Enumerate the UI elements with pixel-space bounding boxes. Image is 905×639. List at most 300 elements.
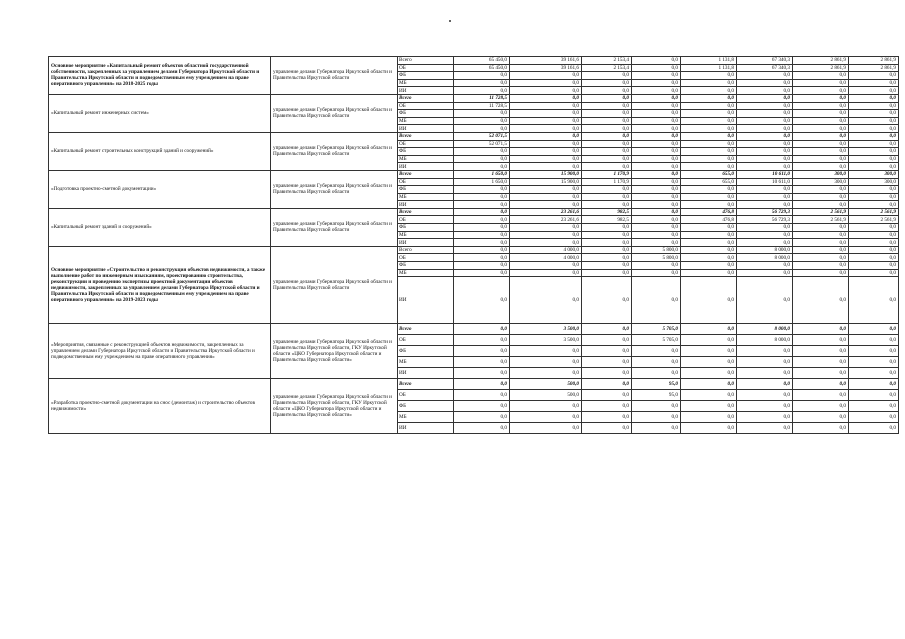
value-cell: 0,0 <box>793 125 849 133</box>
value-cell: 0,0 <box>849 132 899 140</box>
value-cell: 0,0 <box>582 412 632 423</box>
value-cell: 0,0 <box>849 201 899 209</box>
value-cell: 0,0 <box>582 94 632 102</box>
funding-source-cell: МБ <box>398 155 454 163</box>
value-cell: 0,0 <box>681 346 737 357</box>
value-cell: 0,0 <box>454 390 510 401</box>
value-cell: 0,0 <box>793 155 849 163</box>
value-cell: 0,0 <box>737 79 793 87</box>
value-cell: 0,0 <box>510 269 582 277</box>
value-cell: 0,0 <box>737 224 793 232</box>
value-cell: 0,0 <box>849 224 899 232</box>
value-cell: 0,0 <box>793 379 849 390</box>
value-cell: 300,0 <box>849 170 899 178</box>
value-cell: 0,0 <box>849 148 899 156</box>
funding-source-cell: Всего <box>398 208 454 216</box>
value-cell: 0,0 <box>849 390 899 401</box>
value-cell: 476,8 <box>681 208 737 216</box>
value-cell: 39 161,6 <box>510 64 582 72</box>
value-cell: 0,0 <box>681 102 737 110</box>
value-cell: 0,0 <box>454 335 510 346</box>
funding-source-cell: ИИ <box>398 163 454 171</box>
value-cell: 2 561,9 <box>849 208 899 216</box>
executor-cell: управление делами Губернатора Иркутской области и Правительства Иркутской области <box>271 132 398 170</box>
value-cell: 0,0 <box>582 335 632 346</box>
value-cell: 52 071,5 <box>454 140 510 148</box>
value-cell: 0,0 <box>632 94 681 102</box>
value-cell: 0,0 <box>454 148 510 156</box>
value-cell: 0,0 <box>632 57 681 65</box>
value-cell: 0,0 <box>849 155 899 163</box>
value-cell: 11 728,5 <box>454 102 510 110</box>
value-cell: 0,0 <box>454 239 510 247</box>
value-cell: 3 500,0 <box>510 335 582 346</box>
funding-source-cell: ОБ <box>398 64 454 72</box>
value-cell: 0,0 <box>681 155 737 163</box>
value-cell: 0,0 <box>632 110 681 118</box>
value-cell: 0,0 <box>582 239 632 247</box>
funding-source-cell: ИИ <box>398 125 454 133</box>
value-cell: 0,0 <box>454 379 510 390</box>
value-cell: 0,0 <box>793 87 849 95</box>
value-cell: 2 561,9 <box>793 208 849 216</box>
table-row <box>49 208 899 216</box>
value-cell: 0,0 <box>632 163 681 171</box>
value-cell: 0,0 <box>510 186 582 194</box>
value-cell: 0,0 <box>793 277 849 324</box>
funding-source-cell: МБ <box>398 357 454 368</box>
value-cell: 0,0 <box>582 277 632 324</box>
value-cell: 0,0 <box>849 163 899 171</box>
value-cell: 1 131,8 <box>681 64 737 72</box>
value-cell: 0,0 <box>793 193 849 201</box>
value-cell: 982,5 <box>582 216 632 224</box>
value-cell: 23 261,6 <box>510 216 582 224</box>
value-cell: 5 800,0 <box>632 254 681 262</box>
value-cell: 0,0 <box>454 201 510 209</box>
value-cell: 0,0 <box>737 201 793 209</box>
funding-source-cell: МБ <box>398 231 454 239</box>
table-row <box>49 379 899 390</box>
value-cell: 0,0 <box>849 246 899 254</box>
value-cell: 0,0 <box>582 110 632 118</box>
value-cell: 0,0 <box>582 193 632 201</box>
value-cell: 0,0 <box>849 379 899 390</box>
table-row <box>49 324 899 335</box>
value-cell: 67 340,3 <box>737 64 793 72</box>
value-cell: 0,0 <box>454 254 510 262</box>
funding-source-cell: ОБ <box>398 390 454 401</box>
value-cell: 0,0 <box>793 368 849 379</box>
value-cell: 0,0 <box>793 186 849 194</box>
value-cell: 0,0 <box>737 117 793 125</box>
value-cell: 0,0 <box>681 368 737 379</box>
value-cell: 0,0 <box>582 423 632 434</box>
value-cell: 0,0 <box>681 246 737 254</box>
value-cell: 0,0 <box>632 79 681 87</box>
table-body <box>49 57 899 434</box>
value-cell: 10 611,0 <box>737 178 793 186</box>
value-cell: 0,0 <box>793 72 849 80</box>
value-cell: 2 153,4 <box>582 64 632 72</box>
value-cell: 0,0 <box>632 132 681 140</box>
value-cell: 0,0 <box>632 102 681 110</box>
value-cell: 8 000,0 <box>737 246 793 254</box>
value-cell: 0,0 <box>454 412 510 423</box>
value-cell: 0,0 <box>582 148 632 156</box>
funding-source-cell: ОБ <box>398 140 454 148</box>
value-cell: 0,0 <box>849 110 899 118</box>
value-cell: 0,0 <box>793 357 849 368</box>
funding-source-cell: ИИ <box>398 277 454 324</box>
value-cell: 0,0 <box>510 79 582 87</box>
value-cell: 0,0 <box>454 193 510 201</box>
value-cell: 0,0 <box>849 423 899 434</box>
value-cell: 0,0 <box>849 231 899 239</box>
value-cell: 0,0 <box>793 401 849 412</box>
value-cell: 0,0 <box>582 269 632 277</box>
value-cell: 0,0 <box>681 163 737 171</box>
value-cell: 0,0 <box>510 94 582 102</box>
value-cell: 0,0 <box>632 239 681 247</box>
value-cell: 500,0 <box>510 390 582 401</box>
value-cell: 0,0 <box>510 117 582 125</box>
value-cell: 0,0 <box>632 412 681 423</box>
value-cell: 0,0 <box>737 110 793 118</box>
value-cell: 0,0 <box>632 201 681 209</box>
value-cell: 0,0 <box>737 132 793 140</box>
value-cell: 3 500,0 <box>510 324 582 335</box>
value-cell: 0,0 <box>793 148 849 156</box>
value-cell: 0,0 <box>454 224 510 232</box>
value-cell: 0,0 <box>510 262 582 270</box>
value-cell: 0,0 <box>454 110 510 118</box>
value-cell: 0,0 <box>793 390 849 401</box>
value-cell: 1 170,9 <box>582 170 632 178</box>
value-cell: 0,0 <box>510 193 582 201</box>
value-cell: 0,0 <box>681 231 737 239</box>
value-cell: 0,0 <box>849 186 899 194</box>
value-cell: 0,0 <box>793 335 849 346</box>
value-cell: 0,0 <box>681 379 737 390</box>
value-cell: 0,0 <box>849 412 899 423</box>
value-cell: 0,0 <box>681 140 737 148</box>
value-cell: 0,0 <box>510 125 582 133</box>
value-cell: 0,0 <box>793 239 849 247</box>
funding-source-cell: МБ <box>398 117 454 125</box>
value-cell: 0,0 <box>632 155 681 163</box>
funding-source-cell: ИИ <box>398 239 454 247</box>
value-cell: 0,0 <box>849 87 899 95</box>
value-cell: 1 650,0 <box>454 170 510 178</box>
value-cell: 0,0 <box>510 368 582 379</box>
funding-source-cell: Всего <box>398 94 454 102</box>
value-cell: 0,0 <box>737 148 793 156</box>
value-cell: 0,0 <box>510 155 582 163</box>
value-cell: 0,0 <box>454 346 510 357</box>
value-cell: 0,0 <box>681 412 737 423</box>
funding-source-cell: ИИ <box>398 87 454 95</box>
value-cell: 39 161,6 <box>510 57 582 65</box>
value-cell: 0,0 <box>632 368 681 379</box>
funding-source-cell: ИИ <box>398 368 454 379</box>
value-cell: 0,0 <box>737 186 793 194</box>
value-cell: 0,0 <box>510 231 582 239</box>
value-cell: 0,0 <box>737 155 793 163</box>
funding-source-cell: Всего <box>398 132 454 140</box>
table-row <box>49 246 899 254</box>
value-cell: 0,0 <box>582 262 632 270</box>
value-cell: 0,0 <box>632 193 681 201</box>
value-cell: 0,0 <box>737 269 793 277</box>
value-cell: 0,0 <box>582 201 632 209</box>
value-cell: 23 261,6 <box>510 208 582 216</box>
value-cell: 0,0 <box>454 87 510 95</box>
value-cell: 0,0 <box>849 357 899 368</box>
funding-source-cell: Всего <box>398 57 454 65</box>
funding-source-cell: ИИ <box>398 201 454 209</box>
value-cell: 0,0 <box>793 224 849 232</box>
funding-source-cell: ФБ <box>398 224 454 232</box>
value-cell: 15 900,0 <box>510 178 582 186</box>
executor-cell: управление делами Губернатора Иркутской области и Правительства Иркутской области, ГКУ Иркутской области «ЦКО Губернатора Иркутской области и Правительства Иркутской области» <box>271 379 398 434</box>
value-cell: 0,0 <box>454 368 510 379</box>
value-cell: 0,0 <box>737 423 793 434</box>
value-cell: 0,0 <box>681 277 737 324</box>
funding-source-cell: МБ <box>398 193 454 201</box>
value-cell: 0,0 <box>510 423 582 434</box>
value-cell: 0,0 <box>737 401 793 412</box>
value-cell: 500,0 <box>510 379 582 390</box>
value-cell: 0,0 <box>849 269 899 277</box>
value-cell: 8 000,0 <box>737 335 793 346</box>
executor-cell: управление делами Губернатора Иркутской области и Правительства Иркутской области, ГКУ Иркутской области «ЦКО Губернатора Иркутской области и Правительства Иркутской области» <box>271 324 398 379</box>
value-cell: 0,0 <box>681 94 737 102</box>
value-cell: 0,0 <box>849 335 899 346</box>
value-cell: 0,0 <box>681 132 737 140</box>
value-cell: 0,0 <box>632 231 681 239</box>
value-cell: 0,0 <box>582 346 632 357</box>
value-cell: 2 561,9 <box>793 216 849 224</box>
value-cell: 0,0 <box>510 401 582 412</box>
value-cell: 0,0 <box>582 125 632 133</box>
value-cell: 0,0 <box>793 117 849 125</box>
value-cell: 0,0 <box>632 140 681 148</box>
value-cell: 0,0 <box>454 186 510 194</box>
value-cell: 0,0 <box>582 87 632 95</box>
funding-source-cell: МБ <box>398 412 454 423</box>
financing-table <box>48 56 899 434</box>
value-cell: 0,0 <box>510 87 582 95</box>
value-cell: 0,0 <box>793 132 849 140</box>
value-cell: 0,0 <box>793 201 849 209</box>
value-cell: 0,0 <box>849 262 899 270</box>
value-cell: 5 705,0 <box>632 335 681 346</box>
measure-name: Основное мероприятие «Строительство и реконструкция объектов недвижимости, а также выполнение работ по инженерным изысканиям, проектированию строительства, реконструкции и проведению экспертизы проектной документации объектов недвижимости, закрепленных за управлением делами Губернатора Иркутской области и Правительства Иркутской области и подведомственным ему учреждением на праве оперативного управления» на 2019-2023 годы <box>49 246 271 323</box>
value-cell: 0,0 <box>582 246 632 254</box>
value-cell: 95,0 <box>632 379 681 390</box>
value-cell: 2 861,9 <box>793 64 849 72</box>
value-cell: 0,0 <box>737 231 793 239</box>
value-cell: 0,0 <box>454 79 510 87</box>
value-cell: 0,0 <box>737 193 793 201</box>
value-cell: 0,0 <box>632 64 681 72</box>
value-cell: 0,0 <box>632 72 681 80</box>
measure-name: «Капитальный ремонт инженерных систем» <box>49 94 271 132</box>
value-cell: 0,0 <box>454 262 510 270</box>
value-cell: 0,0 <box>737 140 793 148</box>
value-cell: 0,0 <box>454 277 510 324</box>
value-cell: 0,0 <box>681 254 737 262</box>
measure-name: «Мероприятия, связанные с реконструкцией объектов недвижимости, закрепленных за управлением делами Губернатора Иркутской области и Правительства Иркутской области и подведомственным ему учреждением на праве оперативного управления» <box>49 324 271 379</box>
value-cell: 0,0 <box>632 87 681 95</box>
value-cell: 0,0 <box>582 390 632 401</box>
executor-cell: управление делами Губернатора Иркутской области и Правительства Иркутской области <box>271 208 398 246</box>
value-cell: 0,0 <box>632 117 681 125</box>
value-cell: 0,0 <box>454 72 510 80</box>
value-cell: 0,0 <box>632 125 681 133</box>
value-cell: 0,0 <box>454 208 510 216</box>
value-cell: 0,0 <box>849 140 899 148</box>
funding-source-cell: МБ <box>398 79 454 87</box>
value-cell: 0,0 <box>681 335 737 346</box>
measure-name: «Разработка проектно-сметной документации на снос (демонтаж) и строительство объектов недвижимости» <box>49 379 271 434</box>
value-cell: 67 340,3 <box>737 57 793 65</box>
value-cell: 2 861,9 <box>849 64 899 72</box>
value-cell: 65 450,0 <box>454 57 510 65</box>
value-cell: 982,5 <box>582 208 632 216</box>
value-cell: 0,0 <box>681 87 737 95</box>
funding-source-cell: Всего <box>398 246 454 254</box>
value-cell: 0,0 <box>849 401 899 412</box>
funding-source-cell: ОБ <box>398 216 454 224</box>
value-cell: 56 729,3 <box>737 216 793 224</box>
measure-name: «Капитальный ремонт строительных конструкций зданий и сооружений» <box>49 132 271 170</box>
executor-cell: управление делами Губернатора Иркутской области и Правительства Иркутской области <box>271 57 398 95</box>
value-cell: 0,0 <box>681 79 737 87</box>
value-cell: 0,0 <box>849 102 899 110</box>
executor-cell: управление делами Губернатора Иркутской области и Правительства Иркутской области <box>271 246 398 323</box>
value-cell: 0,0 <box>793 94 849 102</box>
table-row <box>49 132 899 140</box>
value-cell: 0,0 <box>454 117 510 125</box>
value-cell: 0,0 <box>737 346 793 357</box>
value-cell: 0,0 <box>632 186 681 194</box>
value-cell: 0,0 <box>510 346 582 357</box>
value-cell: 0,0 <box>510 102 582 110</box>
value-cell: 0,0 <box>582 140 632 148</box>
value-cell: 0,0 <box>681 186 737 194</box>
funding-source-cell: ФБ <box>398 186 454 194</box>
measure-name: «Капитальный ремонт зданий и сооружений» <box>49 208 271 246</box>
value-cell: 0,0 <box>454 246 510 254</box>
executor-cell: управление делами Губернатора Иркутской области и Правительства Иркутской области <box>271 170 398 208</box>
value-cell: 0,0 <box>737 163 793 171</box>
funding-source-cell: ИИ <box>398 423 454 434</box>
value-cell: 300,0 <box>793 178 849 186</box>
value-cell: 0,0 <box>632 346 681 357</box>
value-cell: 0,0 <box>681 357 737 368</box>
value-cell: 65 450,0 <box>454 64 510 72</box>
value-cell: 0,0 <box>737 102 793 110</box>
value-cell: 0,0 <box>582 186 632 194</box>
value-cell: 0,0 <box>737 94 793 102</box>
value-cell: 0,0 <box>849 254 899 262</box>
value-cell: 0,0 <box>737 390 793 401</box>
value-cell: 0,0 <box>849 324 899 335</box>
value-cell: 95,0 <box>632 390 681 401</box>
value-cell: 1 131,8 <box>681 57 737 65</box>
value-cell: 0,0 <box>510 148 582 156</box>
page-dot <box>449 20 451 22</box>
value-cell: 0,0 <box>793 262 849 270</box>
value-cell: 0,0 <box>793 324 849 335</box>
table-row <box>49 57 899 65</box>
value-cell: 0,0 <box>454 125 510 133</box>
value-cell: 0,0 <box>849 239 899 247</box>
value-cell: 0,0 <box>849 346 899 357</box>
value-cell: 0,0 <box>681 269 737 277</box>
value-cell: 0,0 <box>454 269 510 277</box>
value-cell: 8 000,0 <box>737 254 793 262</box>
value-cell: 0,0 <box>632 178 681 186</box>
value-cell: 0,0 <box>681 201 737 209</box>
value-cell: 0,0 <box>582 254 632 262</box>
value-cell: 0,0 <box>681 324 737 335</box>
value-cell: 0,0 <box>510 140 582 148</box>
value-cell: 0,0 <box>793 231 849 239</box>
value-cell: 0,0 <box>793 269 849 277</box>
value-cell: 0,0 <box>681 125 737 133</box>
value-cell: 0,0 <box>454 324 510 335</box>
value-cell: 52 071,5 <box>454 132 510 140</box>
value-cell: 5 800,0 <box>632 246 681 254</box>
value-cell: 0,0 <box>632 224 681 232</box>
value-cell: 0,0 <box>737 379 793 390</box>
value-cell: 300,0 <box>849 178 899 186</box>
funding-source-cell: ОБ <box>398 335 454 346</box>
value-cell: 0,0 <box>681 262 737 270</box>
funding-source-cell: ОБ <box>398 178 454 186</box>
value-cell: 0,0 <box>510 110 582 118</box>
value-cell: 0,0 <box>849 368 899 379</box>
value-cell: 0,0 <box>681 72 737 80</box>
funding-source-cell: Всего <box>398 170 454 178</box>
value-cell: 0,0 <box>454 357 510 368</box>
value-cell: 0,0 <box>510 72 582 80</box>
funding-source-cell: ОБ <box>398 102 454 110</box>
value-cell: 0,0 <box>454 231 510 239</box>
value-cell: 0,0 <box>510 357 582 368</box>
value-cell: 0,0 <box>582 368 632 379</box>
value-cell: 0,0 <box>632 277 681 324</box>
value-cell: 0,0 <box>793 102 849 110</box>
funding-source-cell: ФБ <box>398 72 454 80</box>
value-cell: 0,0 <box>681 110 737 118</box>
value-cell: 655,0 <box>681 170 737 178</box>
value-cell: 0,0 <box>632 170 681 178</box>
value-cell: 0,0 <box>793 412 849 423</box>
value-cell: 0,0 <box>793 163 849 171</box>
value-cell: 2 561,9 <box>849 216 899 224</box>
value-cell: 300,0 <box>793 170 849 178</box>
value-cell: 0,0 <box>582 72 632 80</box>
value-cell: 0,0 <box>582 102 632 110</box>
value-cell: 5 705,0 <box>632 324 681 335</box>
funding-source-cell: ФБ <box>398 262 454 270</box>
funding-source-cell: МБ <box>398 269 454 277</box>
value-cell: 0,0 <box>582 155 632 163</box>
